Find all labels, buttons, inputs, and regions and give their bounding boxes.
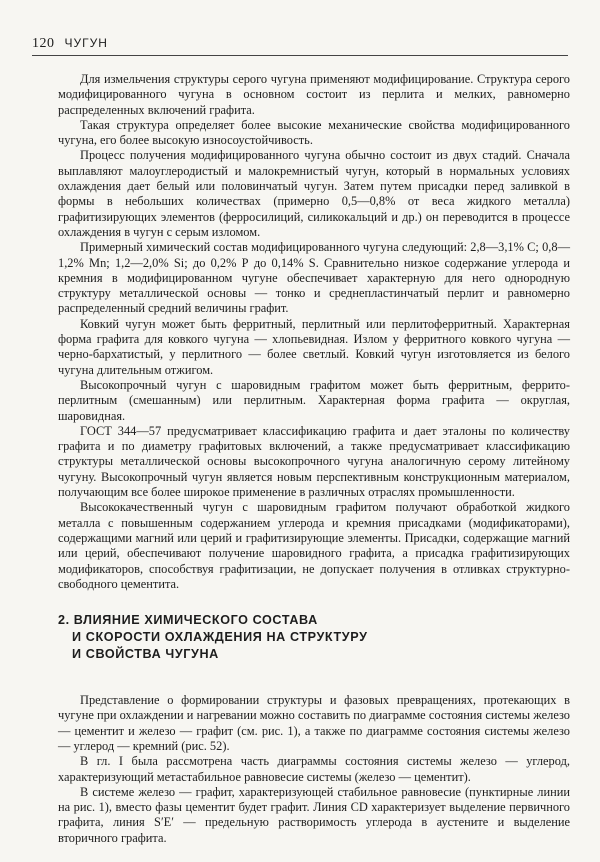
section-heading-line: И СКОРОСТИ ОХЛАЖДЕНИЯ НА СТРУКТУРУ [72, 630, 368, 645]
paragraph: Для измельчения структуры серого чугуна применяют модифицирование. Структура серого модифицированного чугуна в основном состоит из перлита и мелких, равномерно распределенных включений графита. [58, 72, 570, 117]
page-header [32, 36, 108, 52]
paragraph: Представление о формировании структуры и фазовых превращениях, протекающих в чугуне при охлаждении и нагревании можно составить по диаграмме состояния системы железо — цементит и железо — графит (см. рис. 1), а также по диаграмме состояния системы железо — углерод — кремний (рис. 52). [58, 693, 570, 753]
paragraph: В системе железо — графит, характеризующей стабильное равновесие (пунктирные линии на рис. 1), вместо фазы цементит будет графит. Линия CD характеризует выделение первичного графита, линия S′E′ — предельную растворимость углерода в аустените и выделение вторичного графита. [58, 784, 570, 845]
section-heading [58, 612, 570, 663]
page-number: 120 [32, 36, 55, 51]
section-heading-line: И СВОЙСТВА ЧУГУНА [72, 647, 219, 662]
paragraph: Высококачественный чугун с шаровидным графитом получают обработкой жидкого металла с повышенным содержанием углерода и кремния присадками (модификаторами), содержащими магний или церий и графитизирующие элементы. Присадки, содержащие магний или церий, обеспечивают получение шаровидного графита, а присадка графитизирующих модификаторов, способствуя графитизации, не допускает получения в отливках структурно-свободного цементита. [58, 500, 570, 591]
page-body [58, 72, 570, 846]
paragraph: Примерный химический состав модифицированного чугуна следующий: 2,8—3,1% С; 0,8—1,2% Mn; 1,2—2,0% Si; до 0,2% Р до 0,14% S. Сравнительно низкое содержание углерода и кремния в модифицированном чугуне обеспечивает характерную для него однородную структуру металлической основы — тонко и среднепластинчатый перлит и равномерно распределенный средний величины графит. [58, 240, 570, 316]
paragraph: Такая структура определяет более высокие механические свойства модифицированного чугуна, его более высокую износоустойчивость. [58, 117, 570, 148]
section-heading-line: 2. ВЛИЯНИЕ ХИМИЧЕСКОГО СОСТАВА [58, 613, 318, 628]
paragraph: Процесс получения модифицированного чугуна обычно состоит из двух стадий. Сначала выплавляют малоуглеродистый и малокремнистый чугун, который в нормальных условиях охлаждения дает белый или половинчатый чугун. Затем путем присадки перед заливкой в формы в небольших количествах (примерно 0,5—0,8% от веса жидкого металла) графитизирующих элементов (ферросилиций, силикокальций и др.) он переводится в процессе охлаждения в чугун с серым изломом. [58, 148, 570, 239]
paragraph: Ковкий чугун может быть ферритный, перлитный или перлитоферритный. Характерная форма графита для ковкого чугуна — хлопьевидная. Излом у ферритного ковкого чугуна — черно-бархатистый, у перлитного — более светлый. Ковкий чугун изготовляется из белого чугуна длительным отжигом. [58, 316, 570, 377]
running-title: ЧУГУН [64, 36, 108, 50]
header-rule [32, 55, 568, 56]
paragraph: В гл. I была рассмотрена часть диаграммы состояния системы железо — углерод, характеризующий метастабильное равновесие системы (железо — цементит). [58, 754, 570, 784]
paragraph: ГОСТ 344—57 предусматривает классификацию графита и дает эталоны по количеству графита и по диаметру графитовых включений, а также предусматривает классификацию структуры металлической основы высокопрочного чугуна аналогичную серому литейному чугуну. Высокопрочный чугун является новым перспективным конструкционным материалом, получающим все более широкое применение в различных отраслях промышленности. [58, 423, 570, 500]
paragraph: Высокопрочный чугун с шаровидным графитом может быть ферритным, феррито-перлитным (смешанным) или перлитным. Характерная форма графита — округлая, шаровидная. [58, 377, 570, 423]
